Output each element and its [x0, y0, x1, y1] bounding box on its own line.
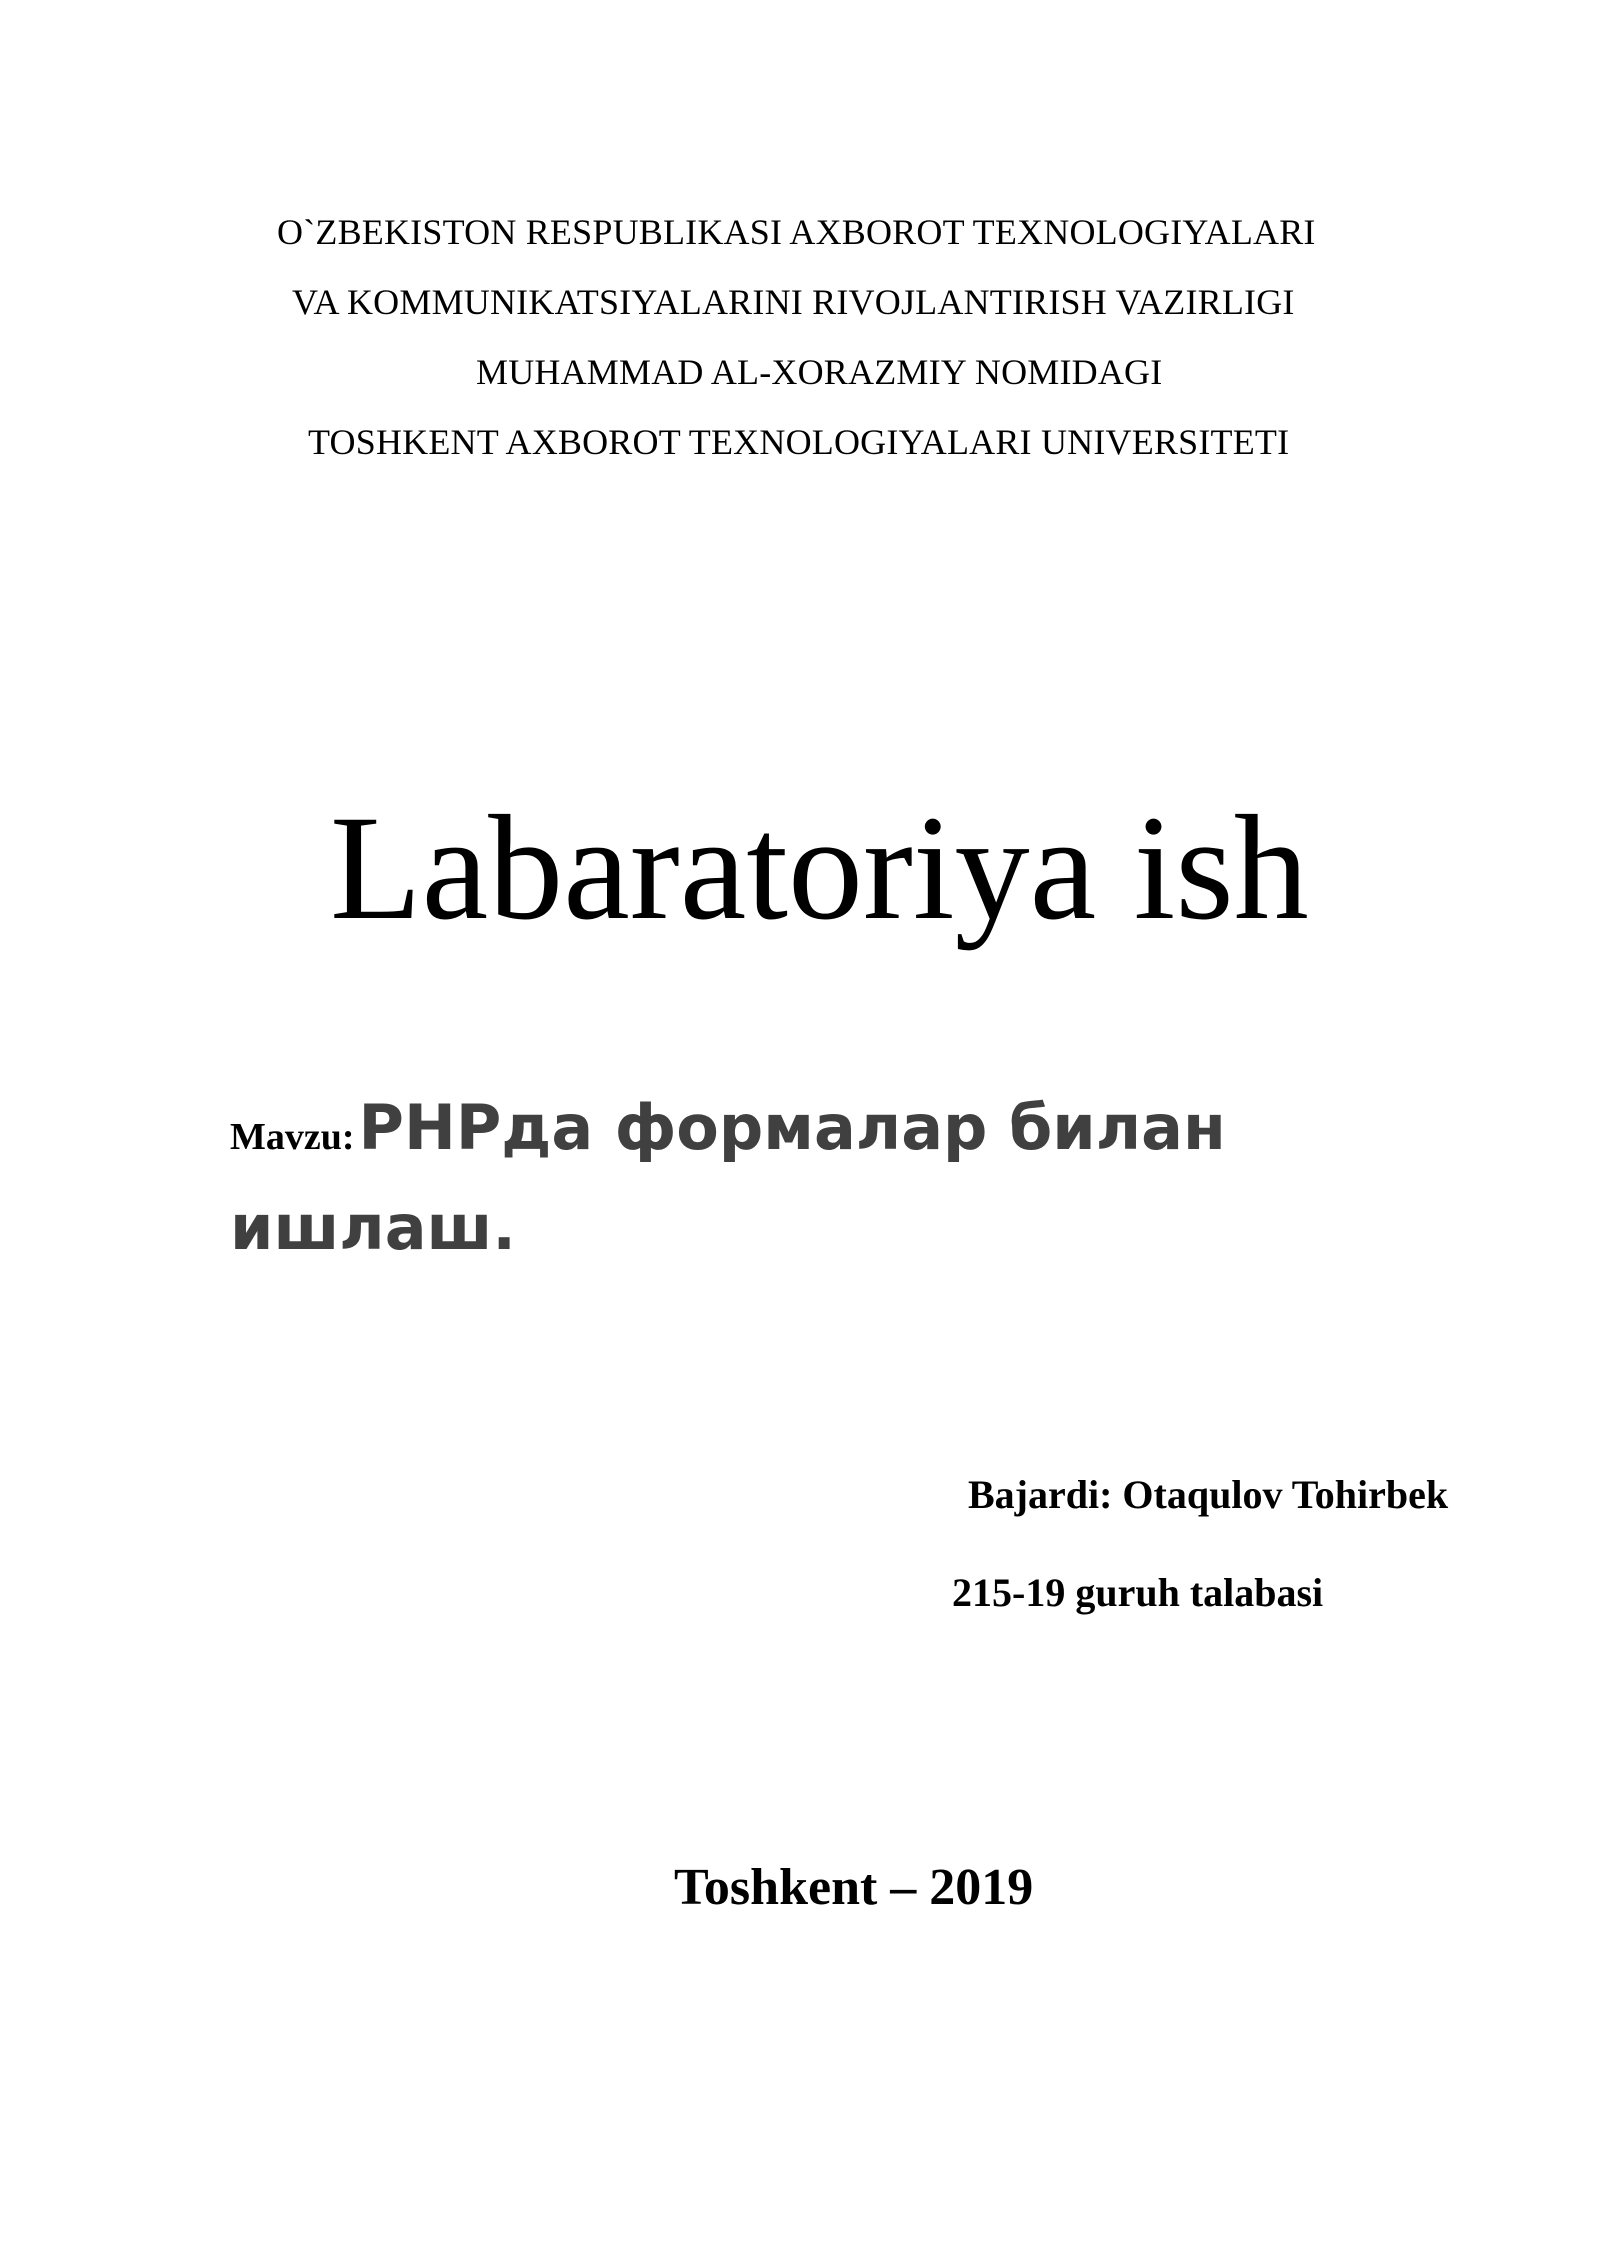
topic-line-1 [230, 1078, 1330, 1178]
topic-block [230, 1078, 1330, 1278]
header-line-1: O`ZBEKISTON RESPUBLIKASI AXBOROT TEXNOLOGIYALARI [277, 212, 1316, 252]
header-line-3: MUHAMMAD AL-XORAZMIY NOMIDAGI [476, 352, 1163, 392]
place-year: Toshkent – 2019 [674, 1859, 1034, 1916]
group-line: 215-19 guruh talabasi [952, 1570, 1324, 1615]
document-title: Labaratoriya ish [330, 785, 1309, 951]
header-line-2: VA KOMMUNIKATSIYALARINI RIVOJLANTIRISH VAZIRLIGI [292, 282, 1295, 322]
header-line-4: TOSHKENT AXBOROT TEXNOLOGIYALARI UNIVERSITETI [308, 422, 1290, 462]
topic-label: Mavzu: [230, 1116, 355, 1158]
topic-text-1: PHPда формалар билан [358, 1091, 1226, 1164]
author-line: Bajardi: Otaqulov Tohirbek [968, 1472, 1449, 1517]
topic-text-2: ишлаш. [230, 1191, 516, 1264]
